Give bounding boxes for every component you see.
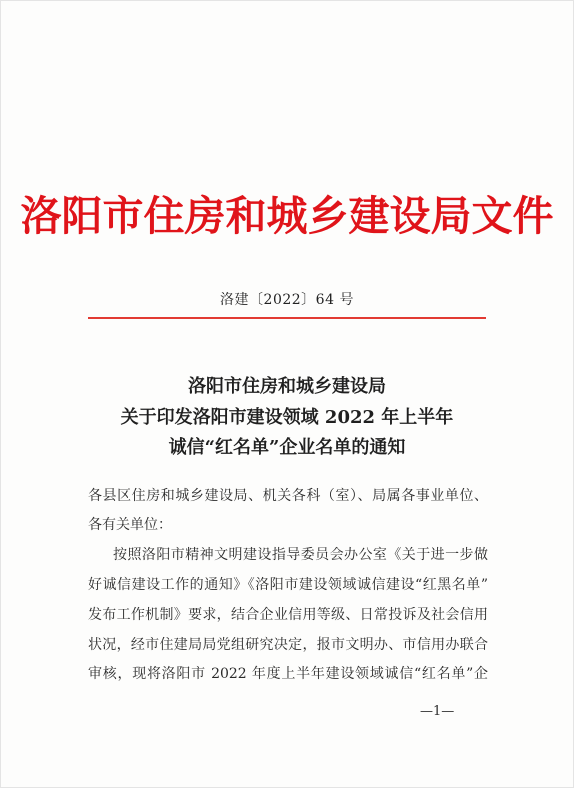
page-number: —1— [420,704,455,719]
document-title-line-2: 关于印发洛阳市建设领域 2022 年上半年 [120,407,454,428]
body-line: 审核，现将洛阳市 2022 年度上半年建设领域诚信“红名单”企 [88,666,488,682]
recipients-line-2: 各有关单位： [88,517,172,533]
document-number: 洛建〔2022〕64 号 [220,292,354,308]
document-title-line-3: 诚信“红名单”企业名单的通知 [168,437,406,458]
document-title-line-1: 洛阳市住房和城乡建设局 [188,376,386,397]
body-line: 发布工作机制》要求，结合企业信用等级、日常投诉及社会信用 [88,607,488,623]
recipients-line-1: 各县区住房和城乡建设局、机关各科（室）、局属各事业单位、 [88,488,488,504]
body-line: 按照洛阳市精神文明建设指导委员会办公室《关于进一步做 [113,547,488,563]
body-line: 状况，经市住建局局党组研究决定，报市文明办、市信用办联合 [88,637,488,653]
issuing-authority-header: 洛阳市住房和城乡建设局文件 [20,192,554,240]
red-separator-line [88,317,486,319]
body-line: 好诚信建设工作的通知》《洛阳市建设领域诚信建设“红黑名单” [88,577,488,593]
